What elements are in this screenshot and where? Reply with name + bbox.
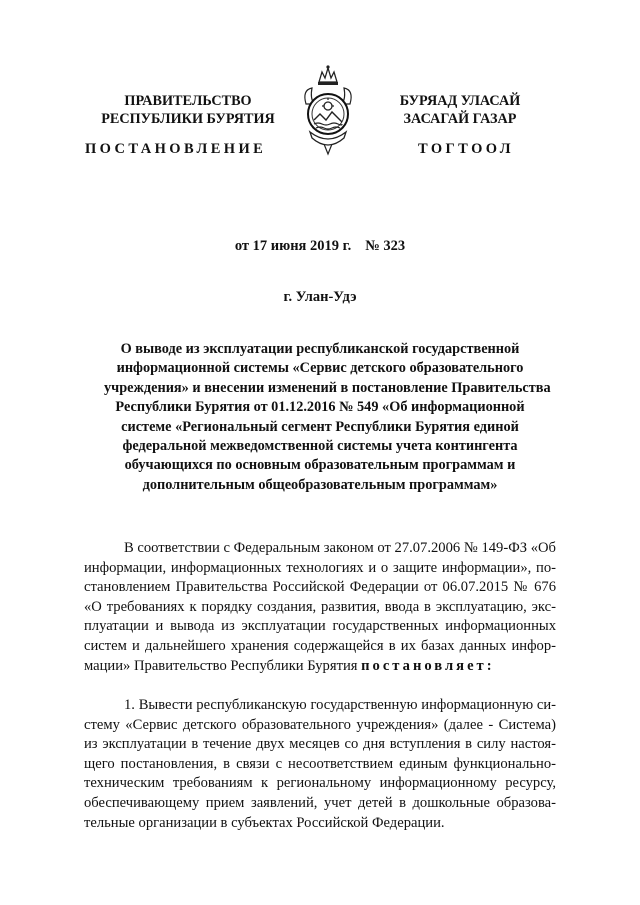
paragraph-line: из эксплуатации в течение двух месяцев со дня вступления в силу настоя- <box>84 736 556 753</box>
header-left-line-1: ПРАВИТЕЛЬСТВО <box>124 93 252 109</box>
title-line: информационной системы «Сервис детского образовательного <box>116 360 524 377</box>
doc-kind-right: ТОГТООЛ <box>418 141 514 157</box>
title-line: системе «Региональный сегмент Республики Бурятия единой <box>121 418 519 435</box>
header-right-line-1: БУРЯАД УЛАСАЙ <box>399 93 521 109</box>
paragraph-last-line <box>84 657 556 677</box>
header-right-authority <box>376 92 544 128</box>
paragraph-line: становлением Правительства Российской Федерации от 06.07.2015 № 676 <box>84 579 556 596</box>
paragraph-line: обеспечивающему прием заявлений, учет детей в дошкольные образова- <box>84 794 556 811</box>
preamble-paragraph <box>84 539 556 676</box>
paragraph-line: плуатации и вывода из эксплуатации государственных информационных <box>84 618 556 635</box>
date-number-line <box>0 238 640 255</box>
header-left-line-2: РЕСПУБЛИКИ БУРЯТИЯ <box>101 111 275 127</box>
paragraph-line: информации, информационных технологиях и о защите информации», по- <box>84 559 556 576</box>
paragraph-line: систем и дальнейшего хранения содержащейся в их базах данных инфор- <box>84 637 556 654</box>
title-line: обучающихся по основным образовательным программам и <box>124 457 516 474</box>
paragraph-line: «О требованиях к порядку создания, развития, ввода в эксплуатацию, экс- <box>84 598 556 615</box>
document-city: г. Улан-Удэ <box>283 289 357 305</box>
document-number: № 323 <box>365 238 406 254</box>
title-line: учреждения» и внесении изменений в постановление Правительства <box>104 379 551 396</box>
paragraph-line: мации» Правительство Республики Бурятия <box>84 657 358 674</box>
title-line: О выводе из эксплуатации республиканской государственной <box>120 341 520 357</box>
paragraph-line: щего постановления, в связи с несоответствием единым функционально- <box>84 755 556 772</box>
header-left-authority <box>96 92 280 128</box>
paragraph-line: стему «Сервис детского образовательного учреждения» (далее - Система) <box>84 716 556 733</box>
paragraph-line: 1. Вывести республиканскую государственную информационную си- <box>124 697 556 713</box>
title-line: федеральной межведомственной системы учета контингента <box>122 438 518 455</box>
clause-1-paragraph <box>84 696 556 833</box>
decree-word: постановляет: <box>361 657 495 674</box>
paragraph-line: тельные организации в субъектах Российской Федерации. <box>84 814 445 831</box>
doc-kind-left: ПОСТАНОВЛЕНИЕ <box>85 141 267 157</box>
document-date: от 17 июня 2019 г. <box>234 238 352 254</box>
document-title <box>104 340 551 495</box>
paragraph-line: техническим требованиям к региональному информационному ресурсу, <box>84 775 556 792</box>
coat-of-arms-icon <box>300 60 356 156</box>
paragraph-line: В соответствии с Федеральным законом от 27.07.2006 № 149-ФЗ «Об <box>124 540 556 556</box>
title-line: Республики Бурятия от 01.12.2016 № 549 «Об информационной <box>115 399 525 416</box>
title-line: дополнительным общеобразовательным программам» <box>142 476 498 493</box>
header-right-line-2: ЗАСАГАЙ ГАЗАР <box>403 111 517 127</box>
